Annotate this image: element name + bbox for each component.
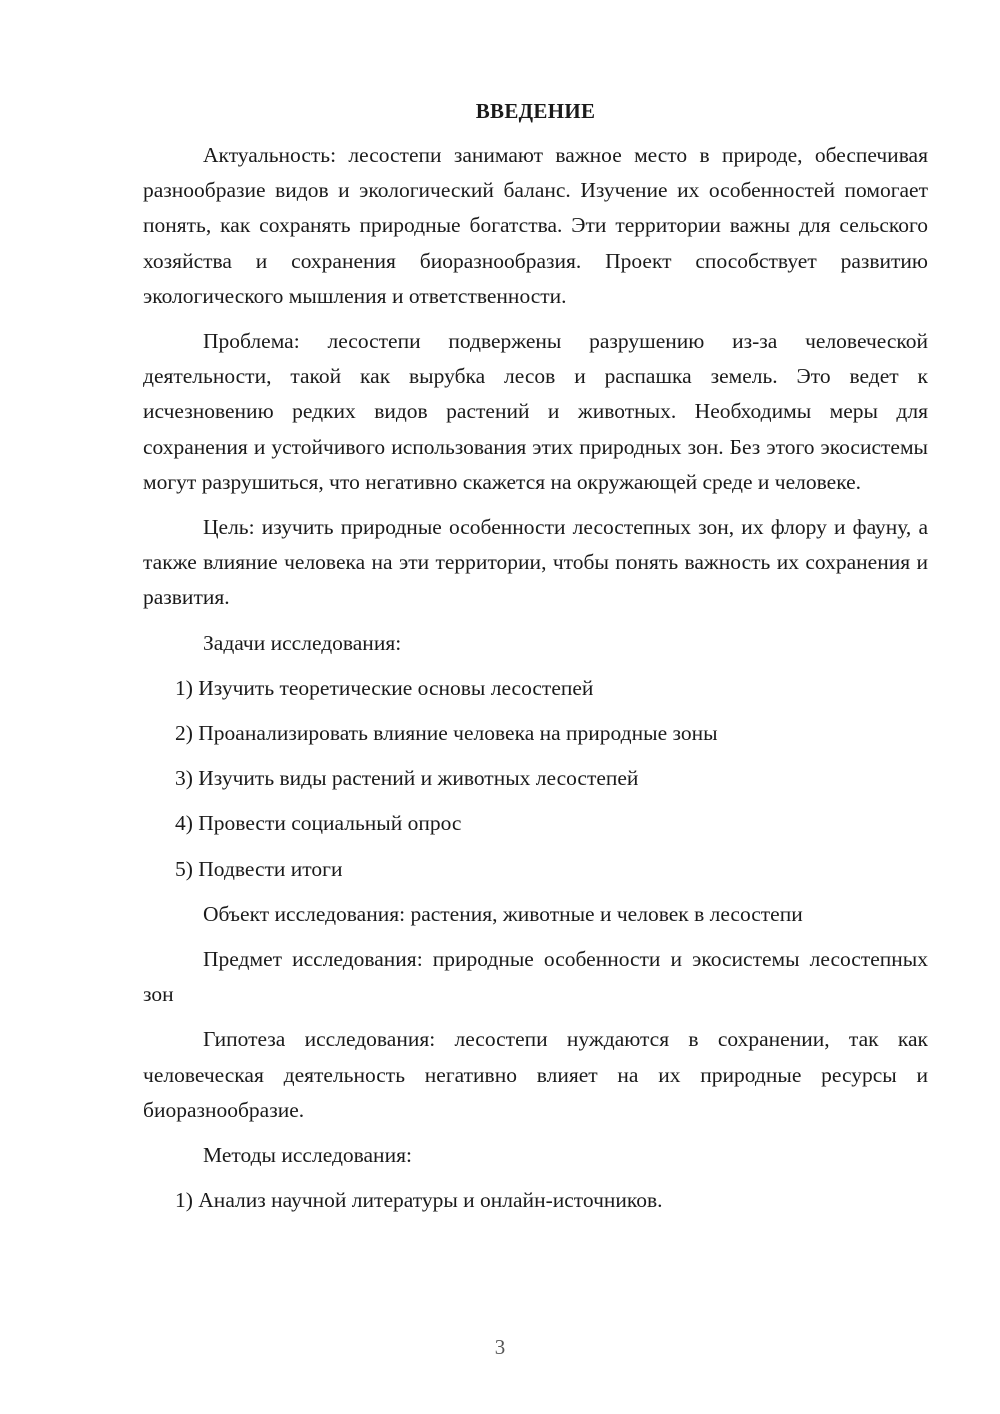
relevance-paragraph: Актуальность: лесостепи занимают важное место в природе, обеспечивая разнообразие видов и экологический баланс. Изучение их особенностей помогает понять, как сохранять природные богатства. Эти территории важны для сельского хозяйства и сохранения биоразнообразия. Проект способствует развитию экологического мышления и ответственности. xyxy=(143,143,928,308)
task-item: 4) Провести социальный опрос xyxy=(175,811,462,836)
methods-heading: Методы исследования: xyxy=(203,1143,412,1168)
problem-paragraph: Проблема: лесостепи подвержены разрушению из-за человеческой деятельности, такой как вырубка лесов и распашка земель. Это ведет к исчезновению редких видов растений и животных. Необходимы меры для сохранения и устойчивого использования этих природных зон. Без этого экосистемы могут разрушиться, что негативно скажется на окружающей среде и человеке. xyxy=(143,329,928,494)
page-content xyxy=(143,94,928,1228)
page-number: 3 xyxy=(494,1335,506,1359)
tasks-heading: Задачи исследования: xyxy=(203,630,402,655)
object-paragraph: Объект исследования: растения, животные и человек в лесостепи xyxy=(203,901,803,926)
hypothesis-paragraph: Гипотеза исследования: лесостепи нуждаются в сохранении, так как человеческая деятельность негативно влияет на их природные ресурсы и биоразнообразие. xyxy=(143,1027,928,1122)
subject-paragraph: Предмет исследования: природные особенности и экосистемы лесостепных зон xyxy=(143,947,928,1007)
page-title: ВВЕДЕНИЕ xyxy=(475,99,596,123)
goal-paragraph: Цель: изучить природные особенности лесостепных зон, их флору и фауну, а также влияние человека на эти территории, чтобы понять важность их сохранения и развития. xyxy=(143,515,928,610)
task-item: 5) Подвести итоги xyxy=(175,856,343,881)
method-item: 1) Анализ научной литературы и онлайн-источников. xyxy=(175,1188,663,1213)
task-item: 3) Изучить виды растений и животных лесостепей xyxy=(175,766,639,791)
task-item: 2) Проанализировать влияние человека на природные зоны xyxy=(175,721,718,746)
task-item: 1) Изучить теоретические основы лесостепей xyxy=(175,675,594,700)
